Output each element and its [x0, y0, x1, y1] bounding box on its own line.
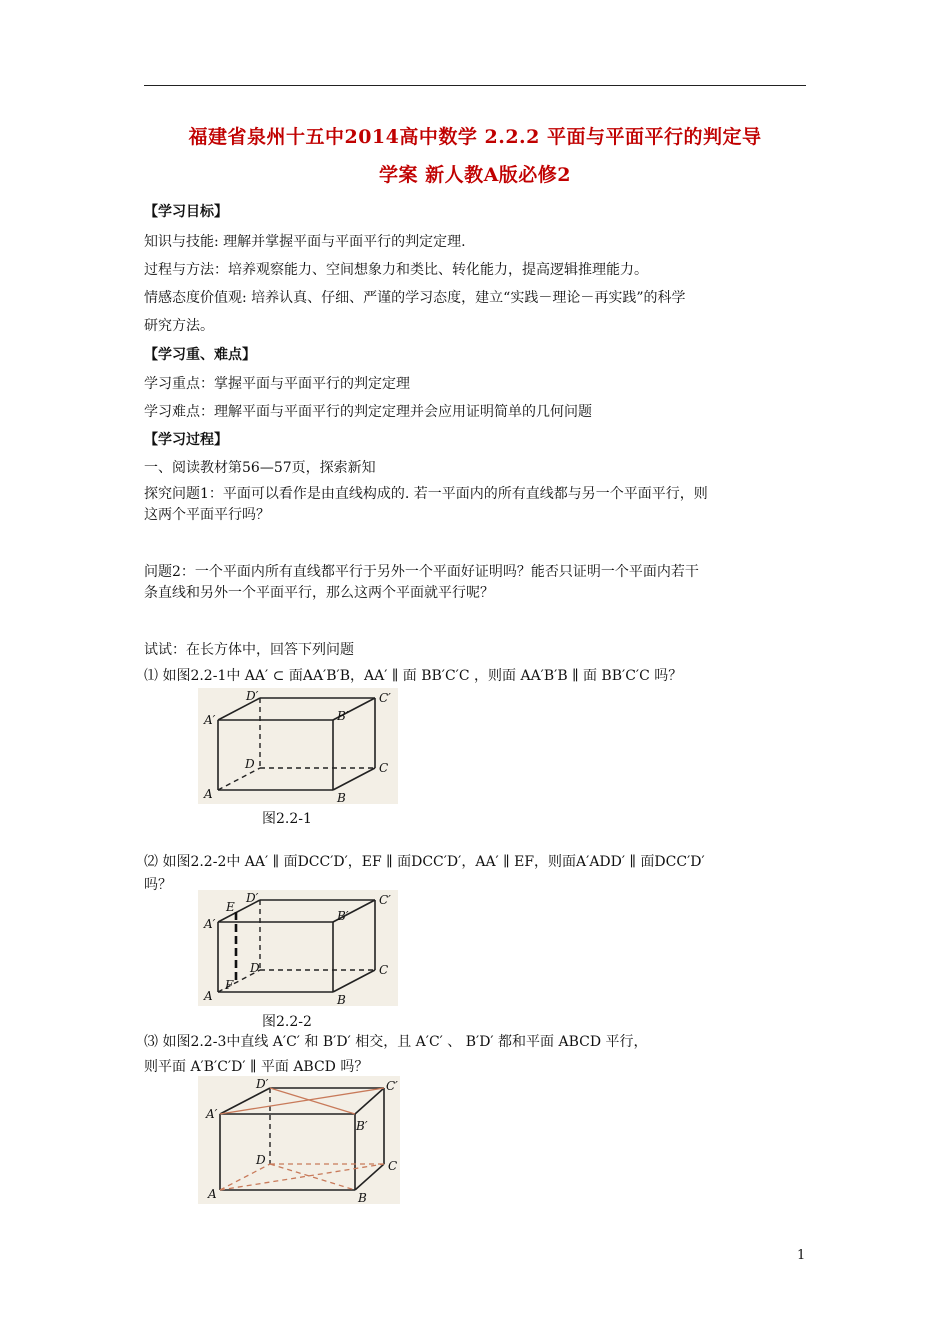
label-D1: D′	[246, 891, 259, 905]
label-C1: C′	[386, 1079, 398, 1093]
label-D: D	[256, 1153, 266, 1167]
question2-line2: 条直线和另外一个平面平行，那么这两个平面就平行呢？	[144, 585, 494, 601]
try-item3-line2: 则平面 A′B′C′D′ ∥ 平面 ABCD 吗？	[144, 1059, 369, 1075]
try-item2-line1: ⑵ 如图2.2-2中 AA′ ∥ 面DCC′D′，EF ∥ 面DCC′D′，AA′ ∥ EF，则面A′ADD′ ∥ 面DCC′D′	[144, 854, 705, 870]
label-A1: A′	[206, 1107, 218, 1121]
label-B1: B′	[356, 1119, 368, 1133]
try-item2-line2: 吗？	[144, 877, 172, 893]
question1-line2: 这两个平面平行吗？	[144, 507, 270, 523]
keys-header: 【学习重、难点】	[144, 347, 256, 363]
label-B: B	[337, 791, 346, 804]
question1-line1: 探究问题1：平面可以看作是由直线构成的. 若一平面内的所有直线都与另一个平面平行，则	[144, 486, 708, 502]
label-A: A	[208, 1187, 217, 1201]
label-F: F	[225, 978, 234, 992]
try-item3-line1: ⑶ 如图2.2-3中直线 A′C′ 和 B′D′ 相交，且 A′C′ 、 B′D′ 都和平面 ABCD 平行，	[144, 1034, 648, 1050]
figure-2-2-2-caption: 图2.2-2	[262, 1014, 312, 1030]
try-intro: 试试：在长方体中，回答下列问题	[144, 642, 354, 658]
label-E: E	[226, 900, 235, 914]
header-rule	[144, 85, 806, 86]
label-C1: C′	[379, 893, 391, 907]
goal-knowledge: 知识与技能: 理解并掌握平面与平面平行的判定定理.	[144, 234, 466, 250]
label-B1: B′	[337, 709, 349, 723]
document-title-line2: 学案 新人教A版必修2	[378, 164, 572, 186]
figure-2-2-3	[198, 1076, 400, 1204]
label-A: A	[204, 787, 213, 801]
label-C: C	[388, 1159, 398, 1173]
label-D: D	[245, 757, 255, 771]
page-number: 1	[797, 1248, 806, 1263]
try-item1: ⑴ 如图2.2-1中 AA′ ⊂ 面AA′B′B，AA′ ∥ 面 BB′C′C ，则面 AA′B′B ∥ 面 BB′C′C 吗？	[144, 668, 683, 684]
label-C: C	[379, 761, 389, 775]
figure-2-2-1	[198, 688, 398, 804]
label-D1: D′	[246, 689, 259, 703]
label-B1: B′	[337, 909, 349, 923]
label-D1: D′	[256, 1077, 269, 1091]
label-B: B	[358, 1191, 367, 1204]
goal-attitude-cont: 研究方法。	[144, 318, 214, 334]
difficult-point: 学习难点：理解平面与平面平行的判定定理并会应用证明简单的几何问题	[144, 404, 592, 420]
label-D: D	[250, 961, 260, 975]
label-C1: C′	[379, 691, 391, 705]
label-A: A	[204, 989, 213, 1003]
process-header: 【学习过程】	[144, 432, 228, 448]
key-point: 学习重点：掌握平面与平面平行的判定定理	[144, 376, 410, 392]
read-textbook: 一、阅读教材第56—57页，探索新知	[144, 460, 376, 476]
goal-attitude: 情感态度价值观: 培养认真、仔细、严谨的学习态度，建立“实践－理论－再实践”的科学	[144, 290, 686, 306]
label-B: B	[337, 993, 346, 1006]
label-A1: A′	[204, 917, 216, 931]
label-A1: A′	[204, 713, 216, 727]
goal-process: 过程与方法：培养观察能力、空间想象力和类比、转化能力，提高逻辑推理能力。	[144, 262, 648, 278]
label-C: C	[379, 963, 389, 977]
question2-line1: 问题2：一个平面内所有直线都平行于另外一个平面好证明吗？能否只证明一个平面内若干	[144, 564, 699, 580]
figure-2-2-1-caption: 图2.2-1	[262, 811, 312, 827]
document-title-line1: 福建省泉州十五中2014高中数学 2.2.2 平面与平面平行的判定导	[188, 126, 762, 148]
goals-header: 【学习目标】	[144, 204, 228, 220]
figure-2-2-2	[198, 890, 398, 1006]
